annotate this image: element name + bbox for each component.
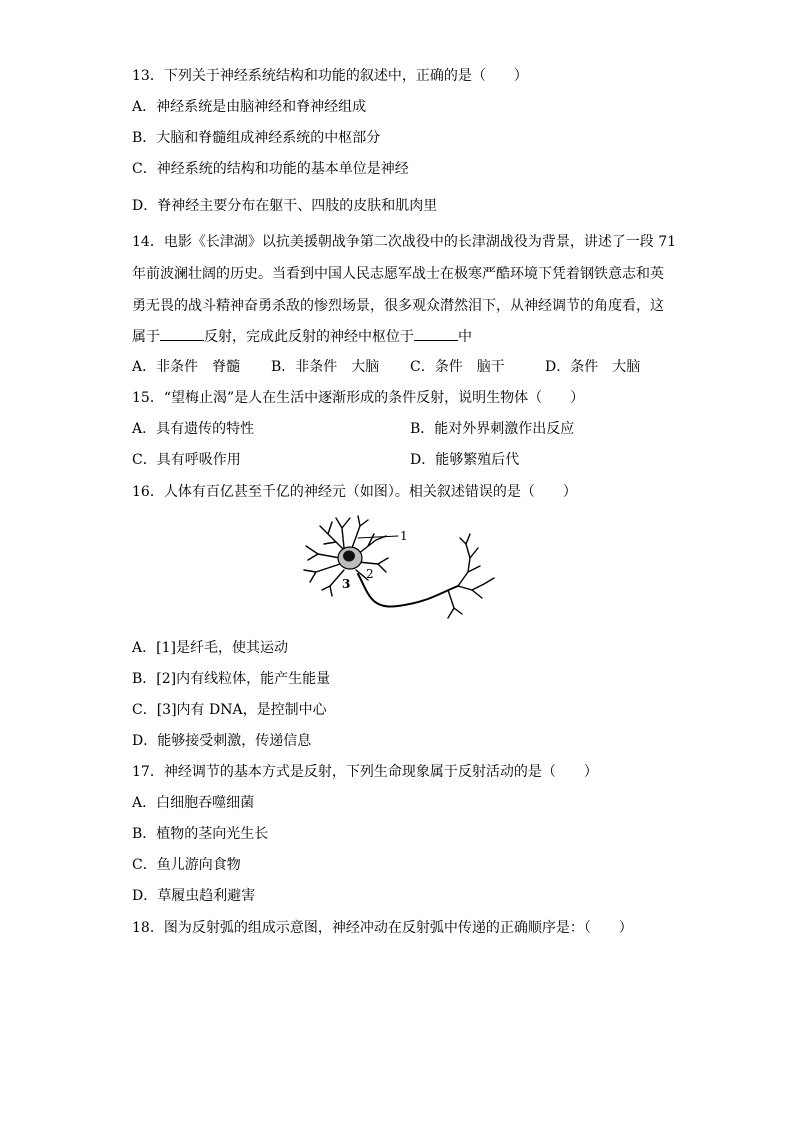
q15-option-d: D．能够繁殖后代	[410, 452, 520, 468]
q14-stem-line4	[132, 326, 472, 347]
q14-stem-line2: 年前波澜壮阔的历史。当看到中国人民志愿军战士在极寒严酷环境下凭着钢铁意志和英	[132, 266, 664, 282]
figure-label-1: 1	[400, 529, 408, 543]
q17-option-d: D．草履虫趋利避害	[132, 888, 256, 904]
q17-option-b: B．植物的茎向光生长	[132, 826, 269, 842]
q14-stem-part-a: 属于	[132, 329, 160, 345]
q13-option-b: B．大脑和脊髓组成神经系统的中枢部分	[132, 130, 381, 146]
q17-option-c: C．鱼儿游向食物	[132, 857, 241, 873]
q17-option-a: A．白细胞吞噬细菌	[132, 795, 255, 811]
q14-stem-line1: 14．电影《长津湖》以抗美援朝战争第二次战役中的长津湖战役为背景，讲述了一段 71	[132, 234, 677, 250]
q15-option-b: B．能对外界刺激作出反应	[410, 421, 575, 437]
q14-stem-part-c: 中	[458, 329, 472, 345]
q16-option-b: B．[2]内有线粒体，能产生能量	[132, 671, 331, 687]
q14-blank-2	[414, 326, 458, 341]
q14-option-d: D．条件 大脑	[545, 359, 641, 375]
q17-stem: 17．神经调节的基本方式是反射，下列生命现象属于反射活动的是（ ）	[132, 764, 598, 780]
q14-option-a: A．非条件 脊髓	[132, 359, 241, 375]
q14-stem-line3: 勇无畏的战斗精神奋勇杀敌的惨烈场景，很多观众潸然泪下，从神经调节的角度看，这	[132, 298, 664, 314]
q16-option-c: C．[3]内有 DNA，是控制中心	[132, 702, 327, 718]
q18-stem: 18．图为反射弧的组成示意图，神经冲动在反射弧中传递的正确顺序是：（ ）	[132, 920, 633, 936]
figure-label-2: 2	[366, 567, 374, 581]
cell-nucleus	[343, 551, 355, 562]
q13-stem: 13．下列关于神经系统结构和功能的叙述中，正确的是（ ）	[132, 68, 528, 84]
q14-option-b: B．非条件 大脑	[271, 359, 380, 375]
q15-stem: 15．“望梅止渴”是人在生活中逐渐形成的条件反射，说明生物体（ ）	[132, 390, 585, 406]
q14-stem-part-b: 反射，完成此反射的神经中枢位于	[204, 329, 414, 345]
q13-option-d: D．脊神经主要分布在躯干、四肢的皮肤和肌肉里	[132, 198, 438, 214]
q16-option-a: A．[1]是纤毛，使其运动	[132, 640, 288, 656]
q13-option-c: C．神经系统的结构和功能的基本单位是神经	[132, 161, 409, 177]
q16-stem: 16．人体有百亿甚至千亿的神经元（如图）。相关叙述错误的是（ ）	[132, 484, 577, 500]
q14-blank-1	[160, 326, 204, 341]
q14-option-c: C．条件 脑干	[410, 359, 505, 375]
q16-option-d: D．能够接受刺激，传递信息	[132, 733, 312, 749]
q15-option-c: C．具有呼吸作用	[132, 452, 241, 468]
figure-label-3: 3	[342, 577, 351, 591]
neuron-figure	[298, 514, 498, 626]
q15-option-a: A．具有遗传的特性	[132, 421, 255, 437]
q13-option-a: A．神经系统是由脑神经和脊神经组成	[132, 99, 367, 115]
